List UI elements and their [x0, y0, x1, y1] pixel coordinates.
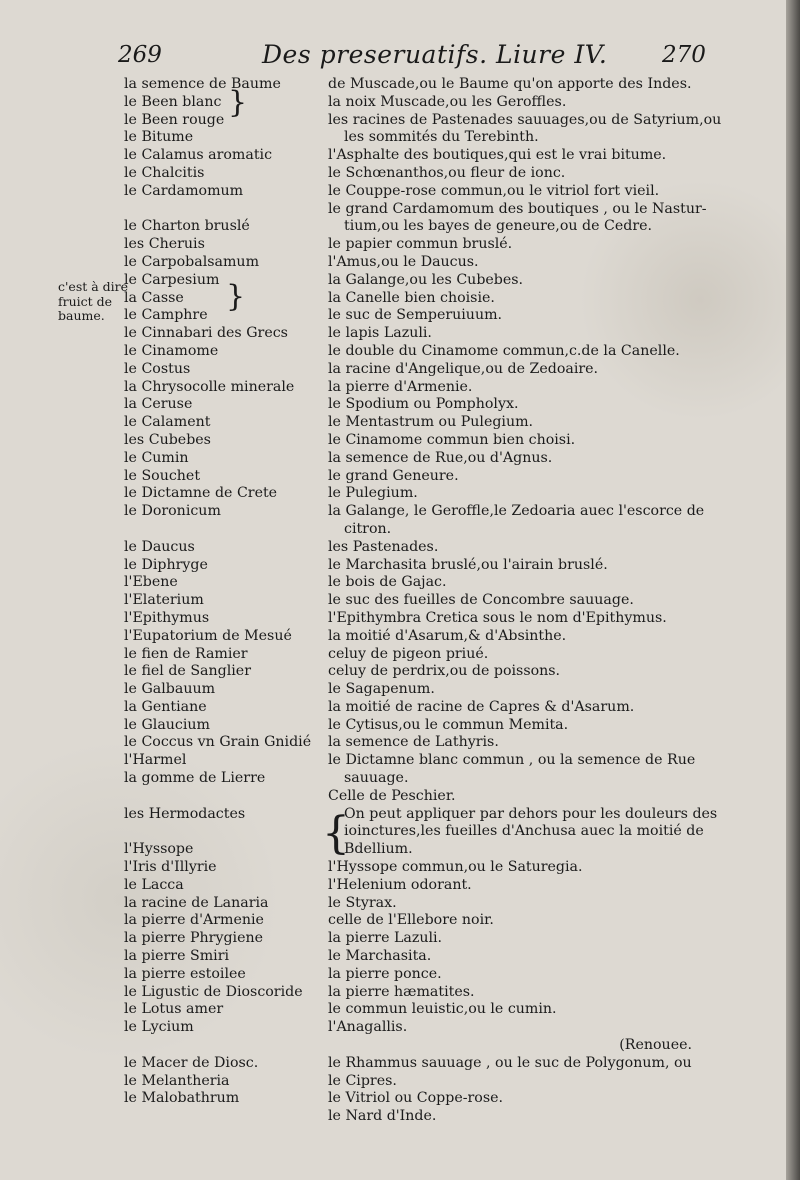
right-entry: le Mentastrum ou Pulegium. — [328, 414, 534, 431]
right-entry: le papier commun bruslé. — [328, 236, 513, 253]
left-entry — [124, 788, 324, 806]
left-entry: le Ligustic de Dioscoride — [124, 983, 303, 1000]
right-entry: (Renouee. — [619, 1037, 692, 1054]
margin-note — [58, 280, 128, 324]
brace-hermodactes: { — [322, 808, 350, 859]
margin-note-line: c'est à dire — [58, 279, 129, 294]
page-number-left: 269 — [118, 42, 162, 68]
left-entry: le Galbauum — [124, 681, 216, 698]
right-entry: On peut appliquer par dehors pour les douleurs des — [344, 805, 718, 822]
brace-been: } — [228, 85, 248, 120]
left-entry: la pierre estoilee — [124, 965, 246, 982]
left-entry: la semence de Baume — [124, 76, 281, 92]
right-entry: le lapis Lazuli. — [328, 325, 432, 342]
right-entry: le Dictamne blanc commun , ou la semence de Rue — [328, 752, 696, 769]
right-entry: le Sagapenum. — [328, 681, 435, 698]
right-entry: l'Asphalte des boutiques,qui est le vrai bitume. — [328, 147, 667, 164]
left-entry: la Casse — [124, 289, 184, 306]
left-entry: le Lycium — [124, 1019, 194, 1036]
left-entry: le Costus — [124, 360, 191, 377]
left-entry: la Ceruse — [124, 396, 193, 413]
right-entry: sauuage. — [344, 770, 409, 787]
right-entry: le Rhammus sauuage , ou le suc de Polygonum, ou — [328, 1054, 692, 1071]
left-entry: la racine de Lanaria — [124, 894, 269, 911]
left-entry: le Daucus — [124, 538, 195, 555]
right-entry: la pierre d'Armenie. — [328, 378, 473, 395]
right-entry: le Cipres. — [328, 1072, 397, 1089]
left-entry: le fien de Ramier — [124, 645, 248, 662]
right-entry: le Pulegium. — [328, 485, 418, 502]
left-entry: le Been blanc — [124, 93, 222, 110]
right-entry: le double du Cinamome commun,c.de la Canelle. — [328, 342, 680, 359]
left-entry: le Camphre — [124, 307, 208, 324]
left-entry: le Bitume — [124, 129, 194, 146]
left-entry: le Cinamome — [124, 342, 219, 359]
right-entry: la semence de Lathyris. — [328, 734, 499, 751]
left-entry: le Cinnabari des Grecs — [124, 325, 288, 342]
left-entry — [124, 201, 324, 219]
left-entry: le Macer de Diosc. — [124, 1054, 259, 1071]
right-entry: le commun leuistic,ou le cumin. — [328, 1001, 557, 1018]
left-entry: la pierre Phrygiene — [124, 930, 264, 947]
right-entry: le Nard d'Inde. — [328, 1108, 437, 1125]
left-entry: le Glaucium — [124, 716, 210, 733]
left-entry: le Lacca — [124, 876, 184, 893]
left-entry: le Carpobalsamum — [124, 253, 260, 270]
margin-note-line: baume. — [58, 308, 105, 323]
left-entry: la Gentiane — [124, 698, 207, 715]
right-entry: le grand Cardamomum des boutiques , ou le Nastur- — [328, 200, 707, 217]
right-entry: le Spodium ou Pompholyx. — [328, 396, 519, 413]
right-entry: citron. — [344, 520, 392, 537]
right-entry: le Cinamome commun bien choisi. — [328, 431, 576, 448]
right-entry: le Cytisus,ou le commun Memita. — [328, 716, 569, 733]
right-entry: le Marchasita bruslé,ou l'airain bruslé. — [328, 556, 608, 573]
left-entry: l'Epithymus — [124, 609, 210, 626]
left-entry: le Malobathrum — [124, 1090, 240, 1107]
right-entry: l'Amus,ou le Daucus. — [328, 253, 479, 270]
margin-note-line: fruict de — [58, 293, 113, 309]
right-entry: celle de l'Ellebore noir. — [328, 912, 494, 929]
right-entry: le Styrax. — [328, 894, 397, 911]
left-column-simples — [124, 76, 324, 1108]
right-entry: l'Hyssope commun,ou le Saturegia. — [328, 859, 583, 876]
left-entry: l'Elaterium — [124, 592, 204, 609]
left-entry: le Souchet — [124, 467, 201, 484]
right-entry: le Couppe-rose commun,ou le vitriol fort vieil. — [328, 182, 660, 199]
left-entry: le Calament — [124, 414, 211, 431]
right-entry: la racine d'Angelique,ou de Zedoaire. — [328, 360, 599, 377]
left-entry: l'Ebene — [124, 574, 178, 591]
right-column-substitutes — [328, 76, 722, 1126]
left-entry: le Cumin — [124, 449, 189, 466]
page-edge-shadow — [786, 0, 800, 1180]
right-entry: la pierre hæmatites. — [328, 983, 475, 1000]
left-entry: le Diphryge — [124, 556, 208, 573]
left-entry: la pierre d'Armenie — [124, 912, 264, 929]
right-entry: le suc des fueilles de Concombre sauuage. — [328, 592, 634, 609]
right-entry: la noix Muscade,ou les Geroffles. — [328, 93, 567, 110]
left-entry: le Carpesium — [124, 271, 220, 288]
right-entry: la moitié de racine de Capres & d'Asarum. — [328, 698, 635, 715]
left-entry: les Cheruis — [124, 236, 205, 253]
running-header — [0, 42, 800, 72]
right-entry: la Galange,ou les Cubebes. — [328, 271, 524, 288]
right-entry: celuy de pigeon priué. — [328, 645, 489, 662]
right-entry: le Marchasita. — [328, 948, 432, 965]
right-entry: la pierre ponce. — [328, 965, 442, 982]
right-entry: celuy de perdrix,ou de poissons. — [328, 663, 561, 680]
right-entry: la moitié d'Asarum,& d'Absinthe. — [328, 627, 567, 644]
right-entry: le Vitriol ou Coppe-rose. — [328, 1090, 504, 1107]
right-entry: les racines de Pastenades sauuages,ou de Satyrium,ou — [328, 111, 722, 128]
left-entry: le Charton bruslé — [124, 218, 250, 235]
left-entry: le Dictamne de Crete — [124, 485, 278, 502]
right-entry: la Galange, le Geroffle,le Zedoaria auec l'escorce de — [328, 503, 705, 520]
right-entry: ioinctures,les fueilles d'Anchusa auec la moitié de — [344, 823, 704, 840]
right-entry: le suc de Semperuiuum. — [328, 307, 503, 324]
right-entry: Bdellium. — [344, 841, 413, 858]
left-entry: les Cubebes — [124, 431, 211, 448]
right-entry: le grand Geneure. — [328, 467, 459, 484]
left-entry: le Lotus amer — [124, 1001, 224, 1018]
left-entry: l'Harmel — [124, 752, 187, 769]
left-entry — [124, 521, 324, 539]
left-entry: l'Eupatorium de Mesué — [124, 627, 292, 644]
right-entry: de Muscade,ou le Baume qu'on apporte des Indes. — [328, 76, 692, 92]
left-entry: le Doronicum — [124, 503, 221, 520]
left-entry: le fiel de Sanglier — [124, 663, 251, 680]
left-entry: la pierre Smiri — [124, 948, 230, 965]
left-entry: les Hermodactes — [124, 805, 246, 822]
brace-carpesium: } — [226, 279, 246, 314]
running-title: Des preseruatifs. Liure IV. — [262, 40, 608, 69]
right-entry: les Pastenades. — [328, 538, 439, 555]
right-entry: la Canelle bien choisie. — [328, 289, 495, 306]
right-entry: l'Anagallis. — [328, 1019, 408, 1036]
left-entry: le Chalcitis — [124, 164, 205, 181]
right-entry: la pierre Lazuli. — [328, 930, 443, 947]
right-entry: les sommités du Terebinth. — [344, 129, 539, 146]
left-entry: le Cardamomum — [124, 182, 244, 199]
left-entry: le Calamus aromatic — [124, 147, 273, 164]
left-entry: la gomme de Lierre — [124, 770, 266, 787]
left-entry: le Melantheria — [124, 1072, 230, 1089]
left-entry — [124, 1037, 324, 1055]
right-entry: le Schœnanthos,ou fleur de ionc. — [328, 164, 566, 181]
right-entry: la semence de Rue,ou d'Agnus. — [328, 449, 553, 466]
right-entry: l'Helenium odorant. — [328, 876, 472, 893]
right-entry: l'Epithymbra Cretica sous le nom d'Epithymus. — [328, 609, 667, 626]
left-entry: le Coccus vn Grain Gnidié — [124, 734, 312, 751]
left-entry: le Been rouge — [124, 111, 225, 128]
page-number-right: 270 — [662, 42, 706, 68]
right-entry: le bois de Gajac. — [328, 574, 447, 591]
left-entry: l'Hyssope — [124, 841, 194, 858]
left-entry — [124, 823, 324, 841]
right-entry: tium,ou les bayes de geneure,ou de Cedre. — [344, 218, 653, 235]
left-entry: l'Iris d'Illyrie — [124, 859, 217, 876]
left-entry: la Chrysocolle minerale — [124, 378, 295, 395]
right-entry: Celle de Peschier. — [328, 787, 456, 804]
